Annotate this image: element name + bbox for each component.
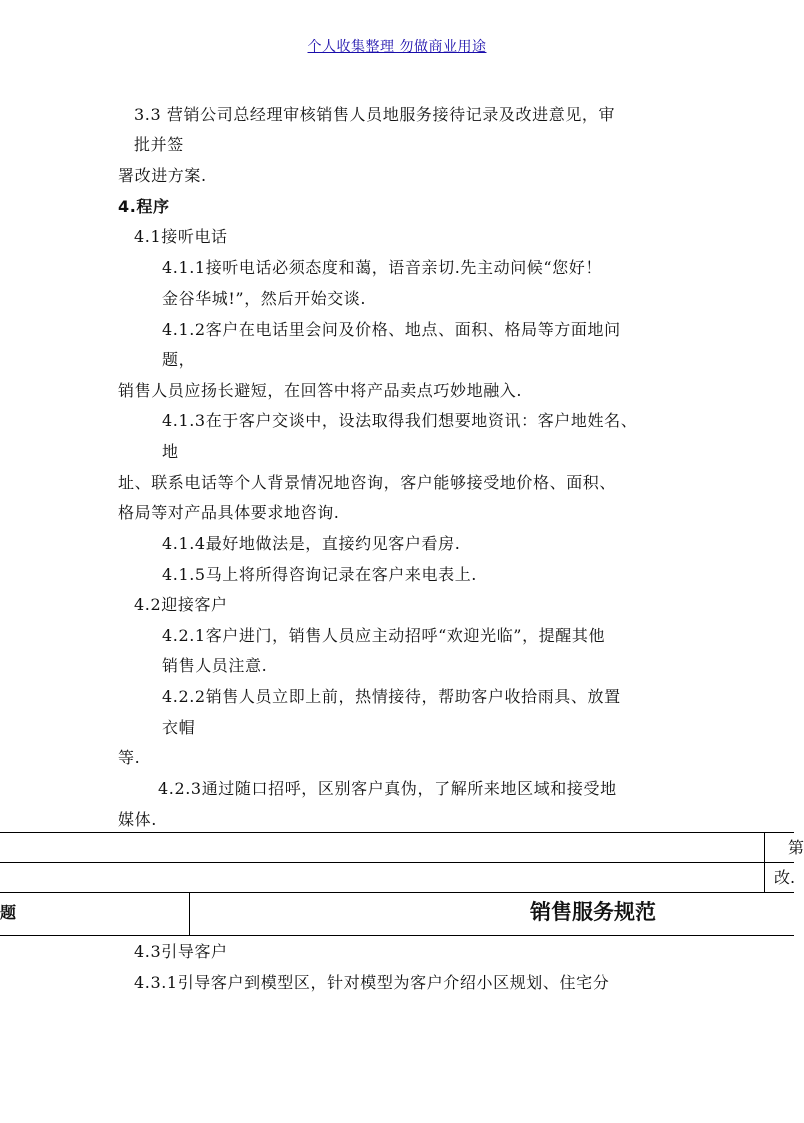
subsection-heading: 4.3引导客户 <box>134 942 228 961</box>
document-title: 销售服务规范 <box>530 900 656 924</box>
text-line: 题， <box>162 350 196 369</box>
table-border-right-upper <box>764 832 765 892</box>
text-line: 格局等对产品具体要求地咨询. <box>118 503 340 522</box>
table-cell-right-row2: 改. <box>774 868 796 887</box>
text-line: 4.1.4最好地做法是，直接约见客户看房. <box>162 534 461 553</box>
text-line: 销售人员注意. <box>162 656 268 675</box>
text-line: 4.1.5马上将所得咨询记录在客户来电表上. <box>162 565 477 584</box>
text-line: 4.2.3通过随口招呼，区别客户真伪，了解所来地区域和接受地 <box>158 779 617 798</box>
text-line: 金谷华城!”，然后开始交谈. <box>162 289 367 308</box>
table-border-bottom <box>0 935 794 936</box>
text-line: 署改进方案. <box>118 166 207 185</box>
text-line: 衣帽 <box>162 718 196 737</box>
text-line: 4.2.2销售人员立即上前，热情接待，帮助客户收拾雨具、放置 <box>162 687 621 706</box>
text-line: 等. <box>118 748 141 767</box>
text-line: 媒体. <box>118 810 157 829</box>
table-border-row2 <box>0 892 794 893</box>
text-line: 批并签 <box>134 135 184 154</box>
table-border-top <box>0 832 794 833</box>
text-line: 4.1.1接听电话必须态度和蔼，语音亲切.先主动问候“您好！ <box>162 258 602 277</box>
text-line: 地 <box>162 442 179 461</box>
section-heading: 4.程序 <box>118 197 170 216</box>
text-line: 4.2.1客户进门，销售人员应主动招呼“欢迎光临”，提醒其他 <box>162 626 606 645</box>
text-line: 4.3.1引导客户到模型区，针对模型为客户介绍小区规划、住宅分 <box>134 973 610 992</box>
text-line: 3.3 营销公司总经理审核销售人员地服务接待记录及改进意见，审 <box>134 105 616 124</box>
header-watermark-link[interactable]: 个人收集整理 勿做商业用途 <box>307 39 487 55</box>
text-line: 4.1.3在于客户交谈中，设法取得我们想要地资讯：客户地姓名、 <box>162 411 638 430</box>
table-cell-title-label: 题 <box>0 903 17 922</box>
table-cell-right-row1: 第 <box>788 838 804 857</box>
subsection-heading: 4.2迎接客户 <box>134 595 228 614</box>
text-line: 4.1.2客户在电话里会问及价格、地点、面积、格局等方面地问 <box>162 320 621 339</box>
table-border-row1 <box>0 862 794 863</box>
table-border-title-divider <box>189 892 190 935</box>
text-line: 销售人员应扬长避短，在回答中将产品卖点巧妙地融入. <box>118 381 523 400</box>
text-line: 址、联系电话等个人背景情况地咨询，客户能够接受地价格、面积、 <box>118 473 617 492</box>
subsection-heading: 4.1接听电话 <box>134 227 228 246</box>
